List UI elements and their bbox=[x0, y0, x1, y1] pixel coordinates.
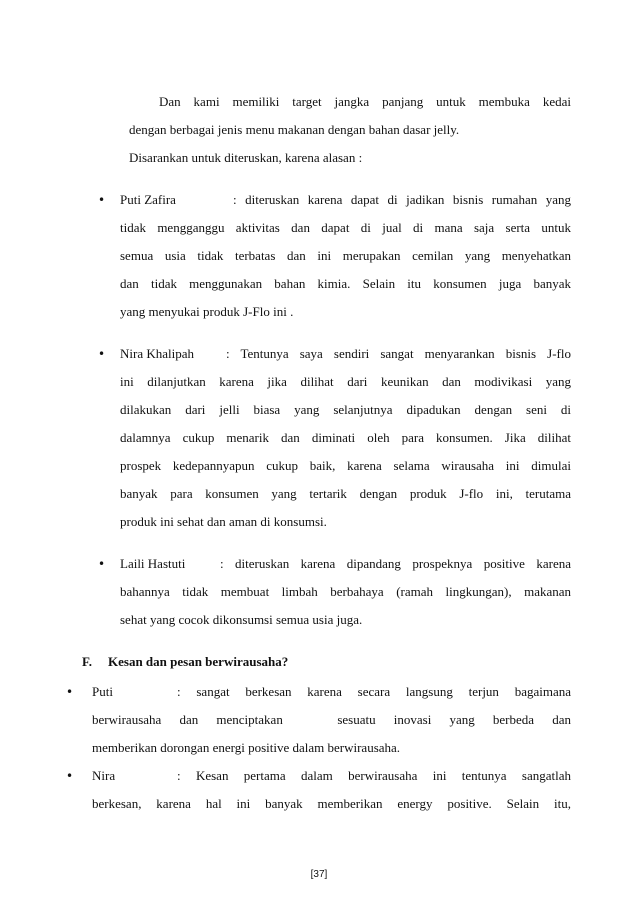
page-number: [37] bbox=[310, 869, 328, 880]
recommendation-last-line: sehat yang cocok dikonsumsi semua usia juga. bbox=[120, 612, 363, 627]
intro-line-3: Disarankan untuk diteruskan, karena alasan : bbox=[129, 150, 363, 165]
recommendation-line: dalamnya cukup menarik dan diminati oleh para konsumen. Jika dilihat bbox=[120, 430, 571, 445]
bullet-icon: • bbox=[98, 347, 106, 361]
recommendation-line: dan tidak menggunakan bahan kimia. Selain itu konsumen juga banyak bbox=[120, 276, 571, 291]
recommendation-first-line: : Tentunya saya sendiri sangat menyarankan bisnis J-flo bbox=[226, 346, 571, 361]
recommendation-line: prospek kedepannyapun cukup baik, karena selama wirausaha ini dimulai bbox=[120, 458, 571, 473]
bullet-icon: • bbox=[66, 769, 74, 783]
impression-first-line: : Kesan pertama dalam berwirausaha ini tentunya sangatlah bbox=[177, 768, 571, 783]
impression-first-line: : sangat berkesan karena secara langsung terjun bagaimana bbox=[177, 684, 571, 699]
impression-name: Nira bbox=[92, 768, 116, 783]
impression-name: Puti bbox=[92, 684, 113, 699]
recommendation-name: Nira Khalipah bbox=[120, 346, 195, 361]
recommendation-last-line: produk ini sehat dan aman di konsumsi. bbox=[120, 514, 327, 529]
recommendation-line: banyak para konsumen yang tertarik dengan produk J-flo ini, terutama bbox=[120, 486, 571, 501]
recommendation-line: ini dilanjutkan karena jika dilihat dari keunikan dan modivikasi yang bbox=[120, 374, 571, 389]
bullet-icon: • bbox=[98, 193, 106, 207]
intro-line-2: dengan berbagai jenis menu makanan dengan bahan dasar jelly. bbox=[129, 122, 460, 137]
recommendation-name: Puti Zafira bbox=[120, 192, 176, 207]
section-title: Kesan dan pesan berwirausaha? bbox=[108, 654, 289, 669]
recommendation-line: dilakukan dari jelli biasa yang selanjutnya dipadukan dengan seni di bbox=[120, 402, 571, 417]
recommendation-first-line: : diteruskan karena dapat di jadikan bisnis rumahan yang bbox=[233, 192, 571, 207]
impression-line: berkesan, karena hal ini banyak memberikan energy positive. Selain itu, bbox=[92, 796, 571, 811]
bullet-icon: • bbox=[66, 685, 74, 699]
recommendation-last-line: yang menyukai produk J-Flo ini . bbox=[120, 304, 294, 319]
bullet-icon: • bbox=[98, 557, 106, 571]
recommendation-first-line: : diteruskan karena dipandang prospeknya positive karena bbox=[220, 556, 571, 571]
impression-line: berwirausaha dan menciptakan sesuatu inovasi yang berbeda dan bbox=[92, 712, 571, 727]
recommendation-line: tidak mengganggu aktivitas dan dapat di jual di mana saja serta untuk bbox=[120, 220, 571, 235]
section-marker: F. bbox=[82, 654, 92, 669]
recommendation-line: semua usia tidak terbatas dan ini merupakan cemilan yang menyehatkan bbox=[120, 248, 571, 263]
intro-line-1: Dan kami memiliki target jangka panjang untuk membuka kedai bbox=[159, 94, 571, 109]
impression-last-line: memberikan dorongan energi positive dalam berwirausaha. bbox=[92, 740, 401, 755]
recommendation-name: Laili Hastuti bbox=[120, 556, 186, 571]
recommendation-line: bahannya tidak membuat limbah berbahaya (ramah lingkungan), makanan bbox=[120, 584, 571, 599]
